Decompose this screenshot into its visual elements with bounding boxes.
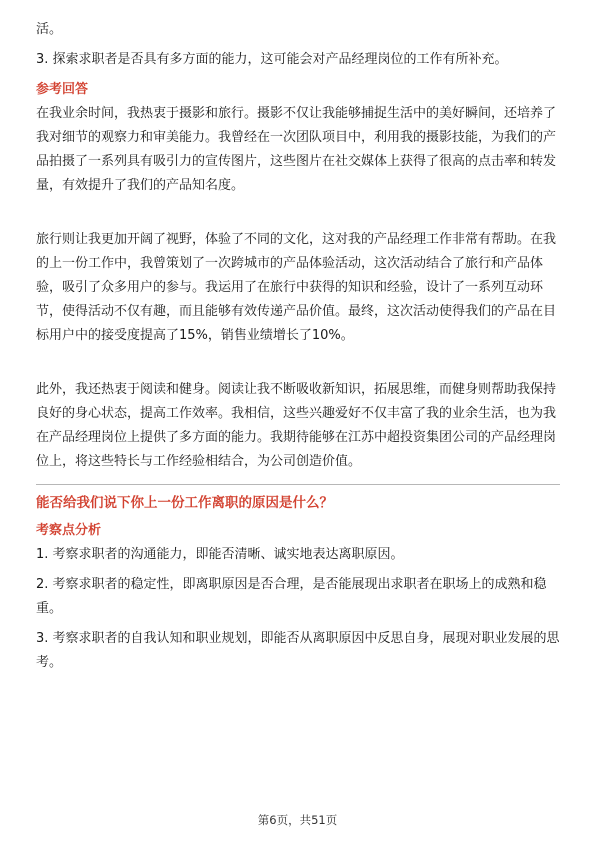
question-analysis-item-1: 1. 考察求职者的沟通能力，即能否清晰、诚实地表达离职原因。 bbox=[36, 547, 404, 562]
answer-heading: 参考回答 bbox=[36, 82, 89, 97]
analysis-heading: 考察点分析 bbox=[36, 523, 102, 538]
answer-paragraph-2: 旅行则让我更加开阔了视野，体验了不同的文化，这对我的产品经理工作非常有帮助。在我的上一份工作中，我曾策划了一次跨城市的产品体验活动，这次活动结合了旅行和产品体验，吸引了众多用户的参与。我运用了在旅行中获得的知识和经验，设计了一系列互动环节，使得活动不仅有趣，而且能够有效传递产品价值。最终，这次活动使得我们的产品在目标用户中的接受度提高了15%，销售业绩增长了10%。 bbox=[36, 232, 557, 343]
text-line-end: 活。 bbox=[36, 22, 63, 37]
question-analysis-item-3: 3. 考察求职者的自我认知和职业规划，即能否从离职原因中反思自身，展现对职业发展的思考。 bbox=[36, 631, 560, 670]
question-analysis-item-2: 2. 考察求职者的稳定性，即离职原因是否合理，是否能展现出求职者在职场上的成熟和稳重。 bbox=[36, 577, 547, 616]
page-number: 第6页，共51页 bbox=[257, 813, 338, 827]
answer-paragraph-3: 此外，我还热衷于阅读和健身。阅读让我不断吸收新知识，拓展思维，而健身则帮助我保持良好的身心状态，提高工作效率。我相信，这些兴趣爱好不仅丰富了我的业余生活，也为我在产品经理岗位上提供了多方面的能力。我期待能够在江苏中超投资集团公司的产品经理岗位上，将这些特长与工作经验相结合，为公司创造价值。 bbox=[36, 382, 557, 469]
analysis-item-3: 3. 探索求职者是否具有多方面的能力，这可能会对产品经理岗位的工作有所补充。 bbox=[36, 52, 508, 67]
section-divider bbox=[36, 484, 560, 485]
answer-paragraph-1: 在我业余时间，我热衷于摄影和旅行。摄影不仅让我能够捕捉生活中的美好瞬间，还培养了我对细节的观察力和审美能力。我曾经在一次团队项目中，利用我的摄影技能，为我们的产品拍摄了一系列具有吸引力的宣传图片，这些图片在社交媒体上获得了很高的点击率和转发量，有效提升了我们的产品知名度。 bbox=[36, 106, 557, 193]
question-title: 能否给我们说下你上一份工作离职的原因是什么？ bbox=[36, 495, 333, 511]
page-content bbox=[36, 18, 560, 675]
